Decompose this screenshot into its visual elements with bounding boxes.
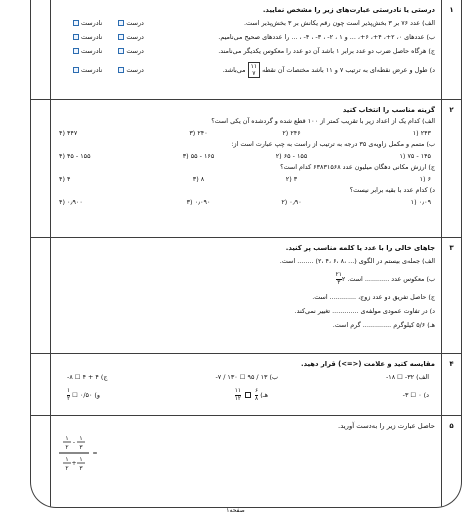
mcq-option[interactable]: ۰٫۰۹۰ (۳: [186, 197, 211, 206]
true-false-item: الف) عدد ۷۶ بر ۳ بخش‌پذیر است چون رقم یکانش بر ۳ بخش‌پذیر است. درست نادرست: [57, 16, 435, 30]
fill-blank-item: ب) معکوس عدد ............ است. ۲ $\frac{۲۱}{۳}$: [57, 268, 435, 290]
comparison-item[interactable]: الف) ۳۲- ☐ ۱۸-: [385, 373, 429, 381]
svg-text:۲: ۲: [65, 465, 69, 472]
comparison-item[interactable]: د) ۰ ☐ ۳-: [402, 391, 429, 399]
true-false-item: ج) هرگاه حاصل ضرب دو عدد برابر ۱ باشد آن دو عدد را معکوس یکدیگر می‌نامند. درست نادرست: [57, 44, 435, 58]
true-false-item: ب) عددهای ۰، ۲+، ۴+، ۶+، ... و ۱ ، ۲- ، ۳- ، ۴- ، ... را عددهای صحیح می‌نامیم. درست نادرست: [57, 30, 435, 44]
mcq-option[interactable]: ۱۵۵ - ۶۵ (۲: [275, 151, 308, 160]
mcq-option[interactable]: ۲۴۰ (۳: [189, 128, 208, 137]
svg-text:۳: ۳: [79, 465, 83, 472]
true-checkbox[interactable]: [118, 67, 124, 73]
false-checkbox[interactable]: [73, 48, 79, 54]
mcq-options: [57, 151, 435, 163]
mcq-option[interactable]: ۸ (۳: [192, 174, 205, 183]
answer-box[interactable]: [245, 392, 251, 398]
false-checkbox[interactable]: [73, 20, 79, 26]
comparison-row: [57, 370, 435, 384]
question-title: مقایسه کنید و علامت (<=>) قرار دهید.: [300, 360, 435, 368]
fill-blank-item: الف) جمله‌ی بیستم در الگوی (... ،۸ ،۶ ،۴ ،۲) ........ است.: [279, 257, 435, 265]
question-4-row: [31, 354, 461, 416]
question-3-row: [31, 238, 461, 354]
mcq-option[interactable]: ۰٫۹۰ (۲: [281, 197, 302, 206]
mcq-question: ب) متمم و مکمل زاویه‌ی ۳۵ درجه به ترتیب از راست به چپ عبارت است از:: [231, 140, 435, 148]
svg-text:-: -: [72, 439, 76, 446]
question-title: گزینه مناسب را انتخاب کنید: [342, 106, 435, 114]
question-2-row: [31, 100, 461, 238]
svg-text:۲: ۲: [65, 444, 69, 451]
comparison-item[interactable]: ب) ۱۳ / ۹۵ ☐ ۱۳۰ / ۷-: [215, 373, 279, 381]
question-1-row: [31, 0, 461, 100]
true-checkbox[interactable]: [118, 34, 124, 40]
question-title: حاصل عبارت زیر را به‌دست آورید.: [338, 422, 435, 430]
score-cell[interactable]: [31, 238, 51, 353]
expression: [53, 434, 113, 484]
comparison-item[interactable]: هـ) $\frac{۶}{۸}$ $\frac{۱۱}{۱۲}$: [234, 388, 268, 402]
svg-text:۱: ۱: [65, 435, 69, 442]
comparison-item[interactable]: ج) ۴ + ۴ ☐ ۸-: [67, 373, 108, 381]
mcq-option[interactable]: ۱۴۵ - ۷۵ (۱: [399, 151, 431, 160]
mcq-option[interactable]: ۲۴۶ (۲: [282, 128, 301, 137]
svg-text:۱: ۱: [79, 456, 83, 463]
false-checkbox[interactable]: [73, 34, 79, 40]
svg-text:۱: ۱: [65, 456, 69, 463]
false-checkbox[interactable]: [73, 67, 79, 73]
mcq-option[interactable]: ۰٫۹۰۰ (۴: [59, 197, 83, 206]
score-cell[interactable]: [31, 0, 51, 99]
question-number: ۲: [441, 100, 461, 237]
score-cell[interactable]: [31, 354, 51, 415]
comparison-row: [57, 384, 435, 406]
mcq-question: الف) کدام یک از اعداد زیر با تقریب کمتر از ۱۰۰ قطع شده و گردشده آن یکی است؟: [211, 117, 435, 125]
true-checkbox[interactable]: [118, 20, 124, 26]
mcq-option[interactable]: ۱۵۵ - ۴۵ (۴: [59, 151, 91, 160]
question-number: ۱: [441, 0, 461, 99]
fill-blank-item: د) در تفاوت عمودی مولفه‌ی ............. تغییر نمی‌کند.: [294, 307, 435, 315]
question-number: ۵: [441, 416, 461, 508]
question-title: درستی یا نادرستی عبارت‌های زیر را مشخص نمایید.: [262, 6, 435, 14]
coordinate-matrix: ۱۱ ۷: [248, 62, 260, 78]
svg-text:۳: ۳: [79, 444, 83, 451]
compound-fraction-expression: [53, 434, 113, 484]
question-number: ۴: [441, 354, 461, 415]
mcq-question: ج) ارزش مکانی دهگان میلیون عدد ۶۳۸۳۱۵۶۸ کدام است؟: [280, 163, 435, 171]
exam-page: [30, 0, 462, 508]
mixed-number: ۲ $\frac{۲۱}{۳}$: [335, 272, 346, 286]
page-footer: صفحه۱: [226, 507, 245, 514]
mcq-option[interactable]: ۳ (۲: [285, 174, 298, 183]
mcq-options: [57, 174, 435, 186]
fill-blank-item: هـ) ۵/۶ کیلوگرم .............. گرم است.: [332, 321, 435, 329]
mcq-option[interactable]: ۱۶۵ - ۵۵ (۳: [182, 151, 215, 160]
mcq-option[interactable]: ۰٫۰۹ (۱: [410, 197, 431, 206]
mcq-option[interactable]: ۲۴۳ (۱: [412, 128, 431, 137]
mcq-option[interactable]: ۶ (۱: [419, 174, 431, 183]
svg-text:=: =: [92, 450, 98, 457]
mcq-option[interactable]: ۴ (۴: [59, 174, 71, 183]
mcq-options: [57, 128, 435, 140]
svg-text:+: +: [71, 460, 77, 467]
fill-blank-item: ج) حاصل تفریق دو عدد زوج، ............. است.: [312, 293, 435, 301]
mcq-question: د) کدام عدد با بقیه برابر نیست؟: [349, 186, 435, 194]
true-checkbox[interactable]: [118, 48, 124, 54]
mcq-option[interactable]: ۴۴۷ (۴: [59, 128, 78, 137]
true-false-item: د) طول و عرض نقطه‌ای به ترتیب ۷ و ۱۱ باشد مختصات آن نقطه ۱۱ ۷ می‌باشد. درست نادرست: [57, 58, 435, 82]
svg-text:۱: ۱: [79, 435, 83, 442]
score-cell[interactable]: [31, 416, 51, 508]
question-5-row: [31, 416, 461, 508]
question-title: جاهای خالی را با عدد یا کلمه مناسب پر کنید.: [285, 244, 435, 252]
question-number: ۳: [441, 238, 461, 353]
mcq-options: [57, 197, 435, 209]
comparison-item[interactable]: و) ۰/۵۰ ☐ $\frac{۱}{۲}$: [67, 388, 101, 402]
score-cell[interactable]: [31, 100, 51, 237]
